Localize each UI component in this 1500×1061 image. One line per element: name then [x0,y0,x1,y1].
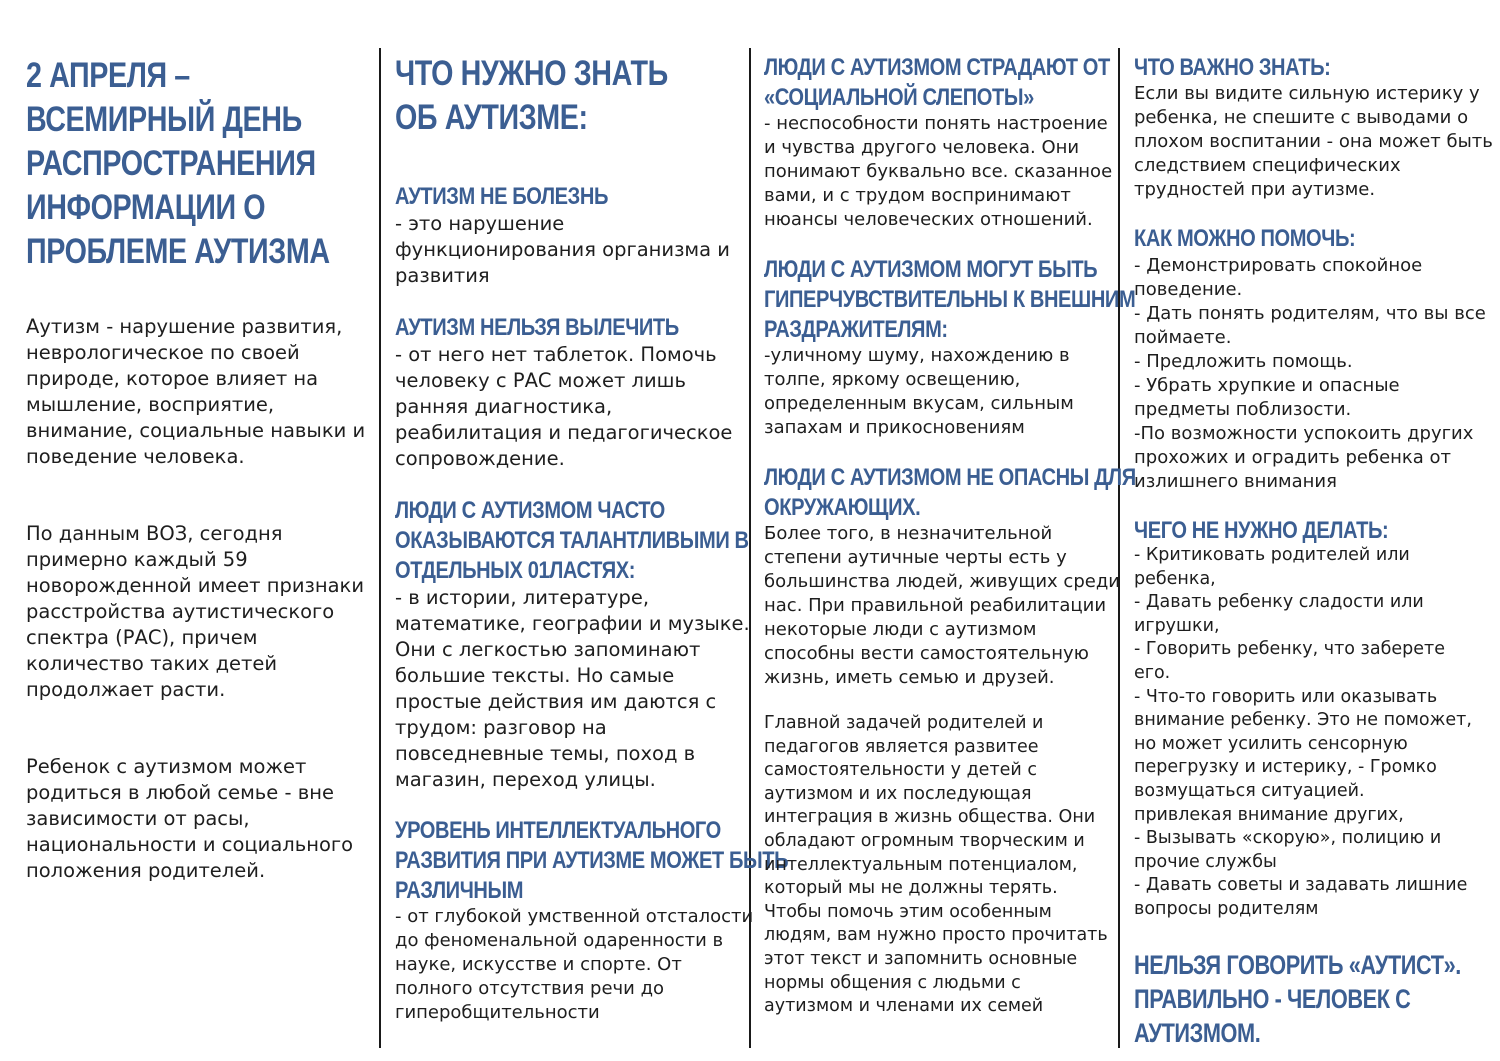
text-line: ЧТО НУЖНО ЗНАТЬ [395,54,668,93]
text-line: - Критиковать родителей или [1134,545,1410,565]
text-line: - от него нет таблеток. Помочь [395,343,717,366]
text-line: толпе, яркому освещению, [764,369,1021,390]
text-line: ребенка, не спешите с выводами о [1134,107,1469,128]
text-line: трудом: разговор на [395,716,607,739]
text-line: продолжает расти. [26,678,226,701]
section-not-disease-text [395,211,730,289]
column-divider-1 [379,48,381,1048]
text-line: ЛЮДИ С АУТИЗМОМ МОГУТ БЫТЬ [764,256,1098,283]
text-line: поймаете. [1134,327,1232,348]
text-line: игрушки, [1134,615,1220,636]
text-line: ранняя диагностика, [395,395,613,418]
text-line: ребенка, [1134,568,1216,589]
section-dont-heading [1134,516,1388,546]
text-line: НЕЛЬЗЯ ГОВОРИТЬ «АУТИСТ». [1134,950,1461,980]
text-line: трудностей при аутизме. [1134,179,1376,200]
text-line: УРОВЕНЬ ИНТЕЛЛЕКТУАЛЬНОГО [395,817,721,844]
text-line: внимание, социальные навыки и [26,419,366,442]
text-line: РАЗДРАЖИТЕЛЯМ: [764,316,948,343]
text-line: РАЗЛИЧНЫМ [395,877,524,904]
text-line: определенным вкусам, сильным [764,393,1074,414]
text-line: ЧЕГО НЕ НУЖНО ДЕЛАТЬ: [1134,517,1389,544]
final-statement [1134,948,1461,1050]
text-line: - Что-то говорить или оказывать [1134,686,1438,707]
text-line: ГИПЕРЧУВСТВИТЕЛЬНЫ К ВНЕШНИМ [764,286,1136,313]
text-line: - Убрать хрупкие и опасные [1134,375,1400,396]
text-line: реабилитация и педагогическое [395,421,733,444]
text-line: АУТИЗМ НЕ БОЛЕЗНЬ [395,183,608,210]
text-line: вопросы родителям [1134,898,1319,919]
text-line: -По возможности успокоить других [1134,423,1474,444]
section-social-blindness-heading [764,53,1110,113]
section-incurable-heading [395,313,679,343]
text-line: следствием специфических [1134,155,1401,176]
text-line: большинства людей, живущих среди [764,571,1120,592]
text-line: родиться в любой семье - вне [26,781,334,804]
text-line: интеграция в жизнь общества. Они [764,807,1096,828]
text-line: ЛЮДИ С АУТИЗМОМ НЕ ОПАСНЫ ДЛЯ [764,464,1136,491]
text-line: развития [395,264,490,287]
text-line: ЛЮДИ С АУТИЗМОМ ЧАСТО [395,497,665,524]
column-2-title [395,52,668,140]
text-line: ПРОБЛЕМЕ АУТИЗМА [26,232,330,271]
text-line: «СОЦИАЛЬНОЙ СЛЕПОТЫ» [764,84,1034,111]
text-line: излишнего внимания [1134,471,1337,492]
section-important-text [1134,82,1493,202]
text-line: Если вы видите сильную истерику у [1134,83,1480,104]
column-3 [764,0,1136,1061]
text-line: самостоятельности у детей с [764,760,1037,781]
text-line: - от глубокой умственной отсталости [395,906,754,927]
text-line: зависимости от расы, [26,807,250,830]
text-line: человеку с РАС может лишь [395,369,686,392]
text-line: жизнь, иметь семью и друзей. [764,667,1055,688]
text-line: обладают огромным творческим и [764,830,1085,851]
text-line: функционирования организма и [395,238,730,261]
section-intellect-text [395,905,753,1025]
text-line: ПРАВИЛЬНО - ЧЕЛОВЕК С [1134,984,1411,1014]
text-line: ОБ АУТИЗМЕ: [395,98,588,137]
text-line: педагогов является развитее [764,736,1039,757]
text-line: ОТДЕЛЬНЫХ 01ЛАСТЯХ: [395,557,636,584]
text-line: ОКРУЖАЮЩИХ. [764,494,921,521]
text-line: - Предложить помощь. [1134,351,1353,372]
text-line: прохожих и оградить ребенка от [1134,447,1452,468]
text-line: - в истории, литературе, [395,586,650,609]
text-line: -уличному шуму, нахождению в [764,345,1070,366]
section-hypersensitive-heading [764,255,1135,345]
text-line: привлекая внимание других, [1134,804,1404,825]
text-line: повседневные темы, поход в [395,742,696,765]
text-line: - Дать понять родителям, что вы все [1134,303,1486,324]
text-line: ЧТО ВАЖНО ЗНАТЬ: [1134,54,1331,81]
text-line: примерно каждый 59 [26,548,248,571]
text-line: - неспособности понять настроение [764,113,1108,134]
text-line: гиперобщительности [395,1002,600,1023]
text-line: Чтобы помочь этим особенным [764,901,1052,922]
text-line: нюансы человеческих отношений. [764,209,1093,230]
section-not-disease-heading [395,182,608,212]
text-line: природе, которое влияет на [26,367,319,390]
text-line: внимание ребенку. Это не поможет, [1134,710,1472,731]
main-task-paragraph [764,712,1108,1019]
text-line: простые действия им даются с [395,690,717,713]
text-line: - Демонстрировать спокойное [1134,255,1423,276]
column-1 [26,0,366,1061]
text-line: 2 АПРЕЛЯ – [26,56,190,95]
intro-paragraph [26,314,365,470]
text-line: этот текст и запомнить основные [764,948,1078,969]
column-2 [395,0,789,1061]
text-line: неврологическое по своей [26,341,300,364]
text-line: АУТИЗМ НЕЛЬЗЯ ВЫЛЕЧИТЬ [395,314,679,341]
text-line: - Говорить ребенку, что заберете [1134,639,1445,660]
text-line: мышление, восприятие, [26,393,275,416]
text-line: Аутизм - нарушение развития, [26,315,343,338]
text-line: поведение человека. [26,445,245,468]
text-line: - Давать советы и задавать лишние [1134,875,1468,896]
text-line: нас. При правильной реабилитации [764,595,1107,616]
text-line: ИНФОРМАЦИИ О [26,188,266,227]
text-line: способны вести самостоятельную [764,643,1089,664]
text-line: но может усилить сенсорную [1134,733,1408,754]
section-important-heading [1134,53,1330,83]
text-line: вами, и с трудом воспринимают [764,185,1071,206]
column-4 [1134,0,1493,1061]
section-intellect-heading [395,816,788,906]
text-line: новорожденной имеет признаки [26,574,365,597]
text-line: ОКАЗЫВАЮТСЯ ТАЛАНТЛИВЫМИ В [395,527,749,554]
section-help-text [1134,254,1486,494]
text-line: Ребенок с аутизмом может [26,755,307,778]
text-line: КАК МОЖНО ПОМОЧЬ: [1134,225,1356,252]
text-line: и чувства другого человека. Они [764,137,1080,158]
text-line: Главной задачей родителей и [764,713,1044,733]
text-line: - Давать ребенку сладости или [1134,592,1424,613]
text-line: интеллектуальным потенциалом, [764,854,1078,875]
section-help-heading [1134,224,1355,254]
text-line: ЛЮДИ С АУТИЗМОМ СТРАДАЮТ ОТ [764,54,1110,81]
text-line: людям, вам нужно просто прочитать [764,925,1108,946]
text-line: поведение. [1134,279,1243,300]
text-line: его. [1134,662,1171,683]
text-line: магазин, переход улицы. [395,768,656,791]
text-line: Они с легкостью запоминают [395,638,701,661]
section-not-dangerous-text [764,522,1120,690]
text-line: национальности и социального [26,833,354,856]
family-paragraph [26,754,353,884]
text-line: запахам и прикосновениям [764,417,1025,438]
text-line: большие тексты. Но самые [395,664,675,687]
text-line: По данным ВОЗ, сегодня [26,522,283,545]
text-line: перегрузку и истерику, - Громко [1134,757,1437,778]
text-line: расстройства аутистического [26,600,335,623]
section-social-blindness-text [764,112,1112,232]
text-line: прочие службы [1134,851,1277,872]
section-hypersensitive-text [764,344,1074,440]
text-line: РАЗВИТИЯ ПРИ АУТИЗМЕ МОЖЕТ БЫТЬ [395,847,789,874]
text-line: полного отсутствия речи до [395,978,665,999]
text-line: некоторые люди с аутизмом [764,619,1037,640]
text-line: предметы поблизости. [1134,399,1352,420]
text-line: нормы общения с людьми с [764,972,1021,993]
text-line: - это нарушение [395,212,565,235]
section-not-dangerous-heading [764,463,1136,523]
text-line: который мы не должны терять. [764,878,1058,899]
section-dont-text [1134,544,1472,922]
text-line: аутизмом и их последующая [764,783,1032,804]
text-line: АУТИЗМОМ. [1134,1018,1261,1048]
text-line: - Вызывать «скорую», полицию и [1134,828,1442,849]
main-title [26,54,330,274]
text-line: до феноменальной одаренности в [395,930,724,951]
text-line: РАСПРОСТРАНЕНИЯ [26,144,316,183]
text-line: плохом воспитании - она может быть [1134,131,1493,152]
text-line: математике, географии и музыке. [395,612,750,635]
text-line: ВСЕМИРНЫЙ ДЕНЬ [26,100,302,139]
text-line: положения родителей. [26,859,266,882]
section-incurable-text [395,342,732,472]
text-line: аутизмом и членами их семей [764,996,1044,1017]
section-talented-text [395,585,750,793]
who-paragraph [26,521,364,703]
text-line: науке, искусстве и спорте. От [395,954,682,975]
text-line: спектра (РАС), причем [26,626,258,649]
text-line: понимают буквально все. сказанное [764,161,1113,182]
text-line: степени аутичные черты есть у [764,547,1067,568]
text-line: возмущаться ситуацией. [1134,780,1365,801]
text-line: Более того, в незначительной [764,523,1053,544]
text-line: сопровождение. [395,447,565,470]
section-talented-heading [395,496,749,586]
text-line: количество таких детей [26,652,278,675]
